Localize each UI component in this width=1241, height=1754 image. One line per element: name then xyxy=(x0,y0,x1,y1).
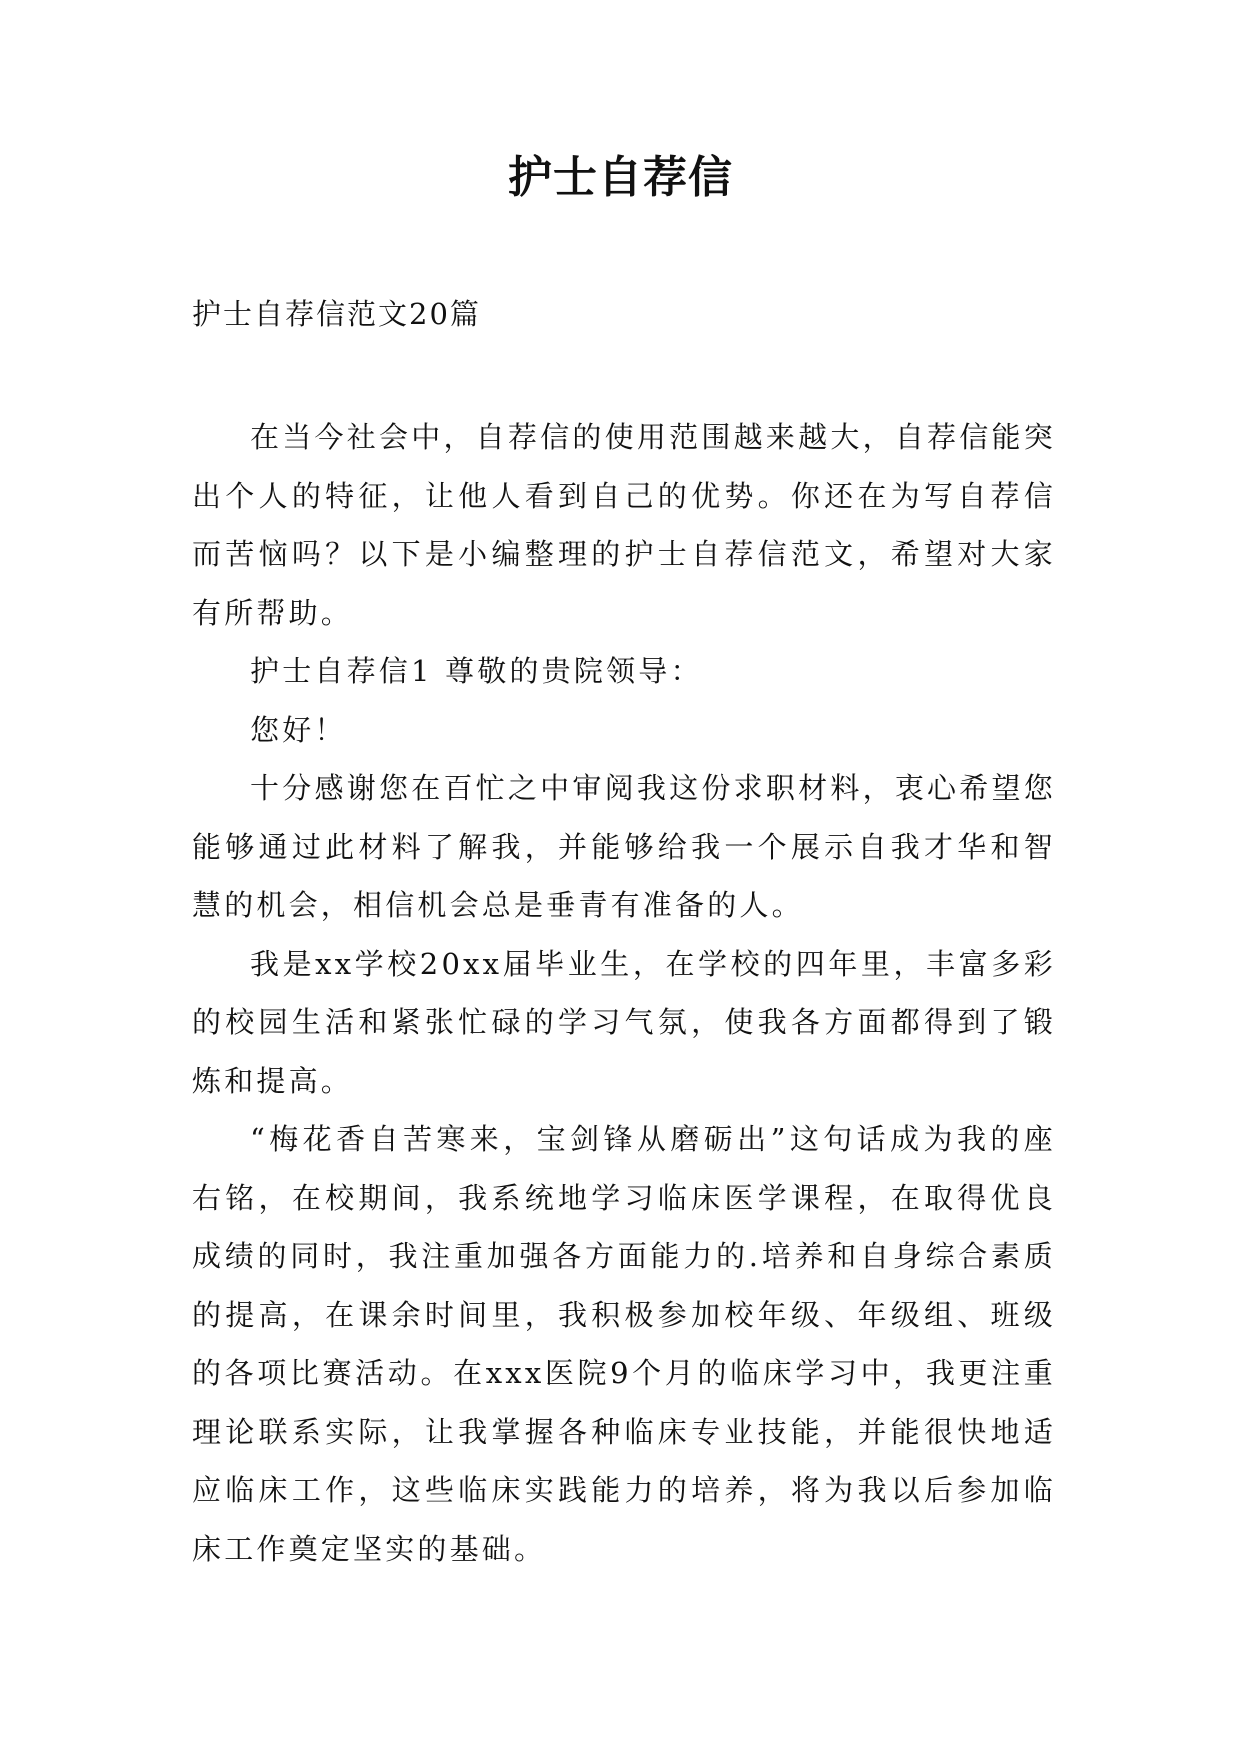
document-body xyxy=(192,408,1056,1578)
greeting-paragraph: 您好！ xyxy=(250,712,347,747)
thanks-paragraph: 十分感谢您在百忙之中审阅我这份求职材料，衷心希望您能够通过此材料了解我，并能够给我一个展示自我才华和智慧的机会，相信机会总是垂青有准备的人。 xyxy=(192,771,1056,922)
experience-paragraph: “梅花香自苦寒来，宝剑锋从磨砺出”这句话成为我的座右铭，在校期间，我系统地学习临床医学课程，在取得优良成绩的同时，我注重加强各方面能力的.培养和自身综合素质的提高，在课余时间里，我积极参加校年级、年级组、班级的各项比赛活动。在xxx医院9个月的临床学习中，我更注重理论联系实际，让我掌握各种临床专业技能，并能很快地适应临床工作，这些临床实践能力的培养，将为我以后参加临床工作奠定坚实的基础。 xyxy=(192,1122,1056,1566)
background-paragraph: 我是xx学校20xx届毕业生，在学校的四年里，丰富多彩的校园生活和紧张忙碌的学习气氛，使我各方面都得到了锻炼和提高。 xyxy=(192,946,1056,1098)
letter-heading: 护士自荐信1 尊敬的贵院领导： xyxy=(250,654,703,688)
intro-paragraph: 在当今社会中，自荐信的使用范围越来越大，自荐信能突出个人的特征，让他人看到自己的优势。你还在为写自荐信而苦恼吗？以下是小编整理的护士自荐信范文，希望对大家有所帮助。 xyxy=(192,420,1056,630)
document-subtitle: 护士自荐信范文20篇 xyxy=(192,297,481,331)
document-title: 护士自荐信 xyxy=(508,152,733,203)
